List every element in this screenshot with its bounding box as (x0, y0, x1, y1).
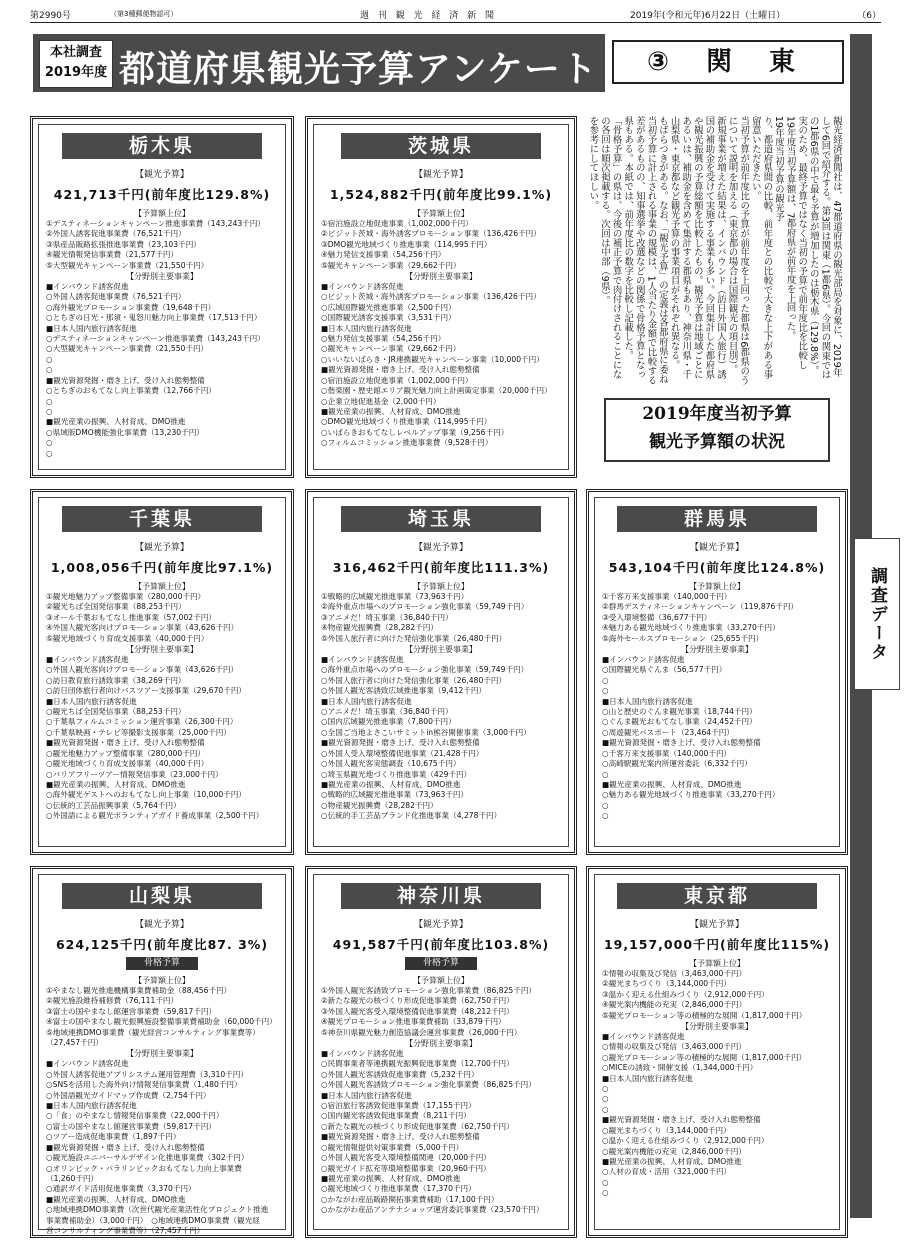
intro-column: 新規事業が増えた結果は、インバウンド（訪日外国人旅行）誘 (715, 116, 726, 379)
top-items-label: 【予算額上位】 (689, 959, 745, 968)
field-item: ■観光資源発掘・磨き上げ、受け入れ態勢整備 (321, 738, 480, 748)
field-item: ○訪日団体旅行者向けバスツアー支援事業（29,670千円） (46, 686, 247, 696)
field-item: ■インバウンド誘客促進 (46, 655, 129, 665)
summary-line-1: 2019年度当初予算 (642, 404, 792, 424)
field-item: ○ (602, 800, 609, 810)
field-item: ○観光まちづくり（3,144,000千円） (602, 1125, 731, 1135)
field-items-label: 【分野別主要事業】 (405, 272, 477, 282)
field-item: ○観光地域づくり推進事業費（17,370千円） (321, 1184, 476, 1194)
summary-line-2: 観光予算額の状況 (649, 432, 785, 452)
top-item: ④外国人観光客向けプロモーション事業（43,626千円） (46, 623, 239, 633)
field-item: ○SNSを活用した海外向け情報発信事業費（1,480千円） (46, 1080, 242, 1090)
budget-label: 【観光予算】 (413, 920, 468, 930)
top-item: ②観光ちば全国発信事業（88,253千円） (46, 602, 186, 612)
budget-amount: 543,104千円(前年度比124.8%) (608, 560, 826, 575)
issue-number: 第2990号 (30, 11, 71, 21)
field-items-label: 【分野別主要事業】 (126, 645, 198, 655)
top-item: ④富士の国やまなし観光振興施設整備事業費補助金（60,000千円） (46, 1017, 277, 1027)
field-item: ○デスティネーションキャンペーン推進事業費（143,243千円） (46, 334, 265, 344)
prefecture-box (30, 866, 294, 1238)
field-item: ○物産観光振興費（28,282千円） (321, 800, 438, 810)
field-item: ■日本人国内旅行誘客促進 (602, 1073, 693, 1083)
top-item: ④観光情報発信事業費（21,577千円） (46, 250, 179, 260)
field-item: ■観光資源発掘・磨き上げ、受け入れ態勢整備 (321, 365, 480, 375)
top-items-label: 【予算額上位】 (689, 582, 745, 591)
field-item: ○魅力ある観光地域づくり推進事業（33,270千円） (602, 790, 780, 800)
skeleton-budget-badge: 骨格予算 (126, 957, 198, 970)
field-item: ■日本人国内旅行誘客促進 (321, 696, 412, 706)
field-item: ■観光産業の振興、人材育成、DMO推進 (46, 1194, 186, 1204)
top-item: ②新たな観光の核づくり形成促進事業費（62,750千円） (321, 996, 514, 1006)
prefecture-box (305, 116, 577, 478)
field-item: ○人材の育成・活用（321,000千円） (602, 1167, 732, 1177)
field-item: ■日本人国内旅行誘客促進 (321, 323, 412, 333)
field-items-label: 【分野別主要事業】 (681, 645, 753, 655)
field-item: ○外国人誘客促進事業費（76,521千円） (46, 292, 186, 302)
field-item: ○宿泊旅行客誘致促進事業費（17,155千円） (321, 1101, 476, 1111)
field-item: ○戦略的広域観光推進事業（73,963千円） (321, 790, 469, 800)
top-item: ⑤観光地域づくり育成支援事業（40,000千円） (46, 633, 209, 643)
prefecture-box (30, 489, 294, 855)
summary-box (604, 398, 830, 462)
top-item: ①外国人観光客誘致プロモーション強化事業費（86,825千円） (321, 986, 537, 995)
top-item: ①観光地魅力アップ整備事業（280,000千円） (46, 592, 206, 601)
top-item: ①情報の収集及び発信（3,463,000千円） (602, 969, 747, 978)
field-item: ○ (602, 675, 609, 685)
top-item: ⑤神奈川県観光魅力創造協議会運営事業費（26,000千円） (321, 1027, 522, 1037)
top-item: ③DMO観光地域づくり推進事業（114,995千円） (321, 239, 492, 249)
field-item: ○国際観光県ぐんま（56,577千円） (602, 665, 727, 675)
field-item: ■観光資源発掘・磨き上げ、受け入れ態勢整備 (602, 738, 761, 748)
budget-label: 【観光予算】 (413, 543, 468, 553)
prefecture-box (305, 866, 577, 1238)
field-item: ■インバウンド誘客促進 (46, 282, 129, 292)
top-item: ①千客万来支援事業（140,000千円） (602, 592, 732, 601)
field-item: ■インバウンド誘客促進 (321, 655, 404, 665)
field-item: ○国内広域観光推進事業（7,800千円） (321, 717, 456, 727)
field-item: ○千葉県フィルムコミッション運営事業（26,300千円） (46, 717, 238, 727)
field-item: ○外国人観光客誘致促進事業費（5,232千円） (321, 1069, 479, 1079)
field-item: ■日本人国内旅行誘客促進 (46, 696, 137, 706)
field-items-label: 【分野別主要事業】 (126, 272, 198, 282)
prefecture-box (30, 116, 294, 478)
field-items-label: 【分野別主要事業】 (405, 1039, 477, 1049)
field-item: ○ (46, 438, 53, 448)
field-item: 営コンサルティング事業費等）（27,457千円） (46, 1225, 205, 1235)
prefecture-inner (313, 874, 569, 1230)
budget-label: 【観光予算】 (134, 920, 189, 930)
field-item: ■観光産業の振興、人材育成、DMO推進 (46, 417, 186, 427)
field-item: ■観光資源発掘・磨き上げ、受け入れ態勢整備 (46, 1142, 205, 1152)
top-item: ②ビジット茨城・海外誘客プロモーション事業（136,426千円） (321, 229, 541, 239)
field-item: ○ビジット茨城・海外誘客プロモーション事業（136,426千円） (321, 292, 541, 302)
budget-amount: 1,524,882千円(前年度比99.1%) (329, 187, 553, 202)
intro-column: について説明を加える（東京都の場合は国際観光の項目別）。 (726, 116, 738, 375)
field-item: ○観光ガイド拡充等環境整備事業（20,960千円） (321, 1163, 491, 1173)
intro-column: 19年度当初予算の観光予 (773, 116, 784, 222)
budget-amount: 1,008,056千円(前年度比97.1%) (50, 560, 274, 575)
field-item: ○外国人観光客向けプロモーション事業（43,626千円） (46, 665, 239, 675)
field-item: ○ (602, 1104, 609, 1114)
field-item: ■観光資源発掘・磨き上げ、受け入れ態勢整備 (46, 738, 205, 748)
field-item: ○ (602, 1177, 609, 1187)
top-items-label: 【予算額上位】 (134, 976, 190, 985)
budget-amount: 624,125千円(前年度比87. 3%) (55, 937, 269, 952)
field-item: ○外国人受入環境整備促進事業（21,428千円） (321, 748, 484, 758)
top-item: ③アニメだ！埼玉事業（36,840千円） (321, 612, 453, 622)
intro-column: あるいは、補助金を含めて集計する都県もあり、神奈川県・千 (680, 116, 692, 379)
prefecture-box (586, 489, 848, 855)
field-item: ○国際観光誘客支援事業（3,531千円） (321, 313, 456, 323)
field-item: ○伝統的工芸品振興事業（5,764千円） (46, 800, 181, 810)
budget-label: 【観光予算】 (689, 543, 744, 553)
field-item: ○宿泊施設立地促進事業（1,002,000千円） (321, 375, 473, 385)
top-item: ②海外重点市場へのプロモーション強化事業（59,749千円） (321, 602, 529, 612)
field-item: ■観光産業の振興、人材育成、DMO推進 (321, 1173, 461, 1183)
field-items-label: 【分野別主要事業】 (405, 645, 477, 655)
top-item: ②外国人誘客促進事業費（76,521千円） (46, 229, 186, 239)
field-item: ○周遊観光パスポート（23,464千円） (602, 727, 734, 737)
field-item: ■観光産業の振興、人材育成、DMO推進 (602, 779, 742, 789)
top-items-label: 【予算額上位】 (134, 209, 190, 218)
field-item: ○国内観光客誘致促進事業費（8,211千円） (321, 1111, 471, 1121)
field-item: ○オリンピック・パラリンピックおもてなし力向上事業費 (46, 1163, 242, 1173)
field-item: ○ (46, 396, 53, 406)
field-item: ○フィルムコミッション推進事業費（9,528千円） (321, 438, 493, 448)
field-item: ○通訳ガイド活用促進事業費（3,370千円） (46, 1184, 196, 1194)
field-item: ○アニメだ！埼玉事業（36,840千円） (321, 707, 453, 717)
top-item: ③富士の国やまなし館運営事業費（59,817千円） (46, 1006, 217, 1016)
field-item: ○ (602, 686, 609, 696)
intro-column: り、都道府県間の比較、前年度との比較で大きな上下がある事 (761, 116, 773, 379)
field-item: ■日本人国内旅行誘客促進 (46, 323, 137, 333)
field-item: ○観光案内機能の充実（2,846,000千円） (602, 1146, 746, 1156)
field-item: ■観光資源発掘・磨き上げ、受け入れ態勢整備 (321, 1132, 480, 1142)
budget-amount: 421,713千円(前年度比129.8%) (53, 187, 271, 202)
field-item: ■観光産業の振興、人材育成、DMO推進 (321, 406, 461, 416)
field-item: ○観光地域づくり育成支援事業（40,000千円） (46, 759, 209, 769)
badge-line-2: 2019年度 (44, 65, 108, 80)
field-item: ○地域連携DMO事業費（次世代観光産業活性化プロジェクト推進 (46, 1205, 269, 1215)
prefecture-inner (38, 124, 286, 470)
survey-badge (39, 40, 113, 88)
prefecture-inner (313, 497, 569, 847)
prefecture-name: 東京都 (617, 883, 817, 909)
field-item: ○外国人旅行者に向けた発信強化事業（26,480千円） (321, 675, 507, 685)
prefecture-name: 埼玉県 (341, 506, 541, 532)
intro-column: もばらつきがある。なお、「観光予算」の定義は各都府県に委ね (657, 116, 668, 384)
field-item: ○ (602, 1094, 609, 1104)
top-item: ③外国人観光客受入環境整備促進事業費（48,212千円） (321, 1006, 514, 1016)
prefecture-name: 神奈川県 (341, 883, 541, 909)
prefecture-name: 栃木県 (62, 133, 262, 159)
field-item: ○観光地魅力アップ整備事業（280,000千円） (46, 748, 205, 758)
top-item: ④観光プロモーション推進事業費補助（33,879千円） (321, 1017, 506, 1027)
field-item: ○外国語観光ガイドマップ作成費（2,754千円） (46, 1090, 211, 1100)
intro-column: 山梨県・東京都など観光予算の事業項目がそれぞれ異なる。 (668, 116, 680, 370)
prefecture-inner (594, 497, 840, 847)
field-item: ○MICEの誘致・開催支援（1,344,000千円） (602, 1063, 758, 1073)
field-item: ○民間事業者等連携観光振興促進事業費（12,700千円） (321, 1059, 514, 1069)
intro-column: 当初予算に計上される事業の規模は、1人当たり金額で比較する (645, 116, 657, 385)
intro-column: の各回は順次掲載する。次回は中部（9県）。 (599, 116, 610, 306)
field-item: ○外国人観光客実態調査（10,675千円） (321, 759, 461, 769)
field-item: ○外国人観光客誘致広域推進事業（9,412千円） (321, 686, 487, 696)
field-item: ○千葉県映画・テレビ等撮影支援事業（25,000千円） (46, 727, 231, 737)
field-item: ○山と歴史のぐんま観光事業（18,744千円） (602, 707, 757, 717)
field-item: （1,260千円） (46, 1173, 99, 1183)
skeleton-budget-badge: 骨格予算 (405, 957, 477, 970)
top-item: ⑤観光キャンペーン事業（29,662千円） (321, 260, 461, 270)
field-item: ○ (46, 354, 53, 364)
budget-label: 【観光予算】 (689, 920, 744, 930)
intro-column: 留意いただきたい。 (749, 116, 761, 201)
field-item: ○富士の国やまなし館運営事業費（59,817千円） (46, 1121, 216, 1131)
field-item: ○外国語による観光ボランティアガイド養成事業（2,500千円） (46, 811, 264, 821)
prefecture-name: 山梨県 (62, 883, 262, 909)
field-item: ○ (602, 811, 609, 821)
top-item: ②群馬デスティネーションキャンペーン（119,876千円） (602, 602, 799, 612)
field-item: ■インバウンド誘客促進 (46, 1059, 129, 1069)
budget-label: 【観光予算】 (134, 170, 189, 180)
top-item: ④観光案内機能の充実（2,846,000千円） (602, 1000, 747, 1010)
top-item: ①デスティネーションキャンペーン推進事業費（143,243千円） (46, 219, 265, 228)
page-header (30, 6, 881, 23)
top-item: ③県産品販路拡張推進事業費（23,103千円） (46, 239, 201, 249)
field-item: ○魅力発信支援事業（54,256千円） (321, 334, 446, 344)
intro-column: 県もある。本紙では、前年度比の数字を比較し記載した。 (622, 116, 634, 361)
field-item: ■観光産業の振興、人材育成、DMO推進 (602, 1156, 742, 1166)
top-item: ⑤海外セールスプロモーション（25,655千円） (602, 633, 764, 643)
prefecture-box (305, 489, 577, 855)
prefecture-inner (38, 497, 286, 847)
field-item: ■インバウンド誘客促進 (321, 282, 404, 292)
field-item: ■観光産業の振興、人材育成、DMO推進 (46, 779, 186, 789)
field-items-label: 【分野別主要事業】 (126, 1049, 198, 1059)
field-item: ○外国人誘客促進アプリシステム運用管理費（3,310千円） (46, 1069, 248, 1079)
top-item: ③オール千葉おもてなし推進事業（57,002千円） (46, 612, 216, 622)
prefecture-inner (313, 124, 569, 470)
top-item: ⑤外国人旅行者に向けた発信強化事業（26,480千円） (321, 633, 507, 643)
region-label: ③ 関 東 (612, 40, 844, 84)
prefecture-name: 群馬県 (617, 506, 817, 532)
field-item: ○観光施設ユニバーサルデザイン化推進事業費（302千円） (46, 1153, 249, 1163)
field-item: ○偕楽園・歴史館エリア観光魅力向上計画策定事業（20,000千円） (321, 386, 552, 396)
page-number: （6） (857, 11, 881, 21)
field-item: ○DMO観光地域づくり推進事業（114,995千円） (321, 417, 492, 427)
field-item: ○外国人観光客誘致プロモーション強化事業費（86,825千円） (321, 1080, 536, 1090)
field-item: ■日本人国内旅行誘客促進 (46, 1101, 137, 1111)
field-item: ○バリアフリーツアー情報発信事業（23,000千円） (46, 769, 223, 779)
intro-column: 実のため、最終予算ではなく当初の予算で前年度比を比較し (796, 116, 808, 370)
field-item: ○県域版DMO機能強化事業費（13,230千円） (46, 427, 204, 437)
top-item: ③温かく迎える仕組みづくり（2,912,000千円） (602, 989, 769, 999)
field-item: ■日本人国内旅行誘客促進 (321, 1090, 412, 1100)
field-item: ■インバウンド誘客促進 (602, 655, 685, 665)
field-item: ■観光資源発掘・磨き上げ、受け入れ態勢整備 (602, 1115, 761, 1125)
top-item: ④魅力ある観光地域づくり推進事業（33,270千円） (602, 623, 780, 633)
intro-column: 国の補助金を受けて実施する事業も多い。今回集計した都府県 (703, 116, 715, 379)
budget-amount: 19,157,000千円(前年度比115%) (603, 937, 831, 952)
field-item: ○ (602, 1084, 609, 1094)
top-item: ⑤地域連携DMO事業費（観光経営コンサルティング事業費等） (46, 1027, 260, 1037)
field-item: ○ (46, 448, 53, 458)
field-item: ○ツアー造成促進事業費（1,897千円） (46, 1132, 181, 1142)
field-item: ■日本人国内旅行誘客促進 (602, 696, 693, 706)
top-item: （27,457千円） (46, 1038, 103, 1048)
prefecture-name: 茨城県 (341, 133, 541, 159)
top-item: ③受入環境整備（36,677千円） (602, 612, 712, 622)
intro-column: 観光経済新聞社は、47都道府県の観光部局を対象に、2019年 (831, 116, 842, 378)
intro-column: 当初予算が前年度比の予算が前年度を上回った都県は6都県のう (738, 116, 750, 385)
top-item: ⑤大型観光キャンペーン事業費（21,550千円） (46, 260, 209, 270)
budget-amount: 491,587千円(前年度比103.8%) (332, 937, 550, 952)
intro-column: 差があるものの、知事選挙や改選などの関係で骨格予算となっ (633, 116, 645, 379)
top-item: ①戦略的広域観光推進事業（73,963千円） (321, 592, 469, 601)
field-item: ○海外観光プロモーション事業費（19,648千円） (46, 302, 216, 312)
newspaper-name: 週 刊 観 光 経 済 新 聞 (360, 11, 498, 21)
field-item: ○埼玉県観光地づくり推進事業（429千円） (321, 769, 472, 779)
field-item: ○ (46, 406, 53, 416)
top-items-label: 【予算額上位】 (413, 582, 469, 591)
top-item: ④物産観光振興費（28,282千円） (321, 623, 438, 633)
banner-title: 都道府県観光予算アンケート (119, 49, 598, 90)
field-item: ○高崎駅観光案内所運営委託（6,332千円） (602, 759, 752, 769)
field-item: ○海外観光ゲストへのおもてなし向上事業（10,000千円） (46, 790, 246, 800)
field-item: ○千客万来支援事業（140,000千円） (602, 748, 732, 758)
field-item: ○大型観光キャンペーン事業費（21,550千円） (46, 344, 209, 354)
field-item: ○ぐんま観光おもてなし事業（24,452千円） (602, 717, 757, 727)
field-item: ■観光産業の振興、人材育成、DMO推進 (321, 779, 461, 789)
field-item: ○訪日教育旅行誘致事業（38,269千円） (46, 675, 186, 685)
intro-column: や観光振興の予算総額を比較したもの。観光予算は地域ごとに (691, 116, 703, 379)
field-item: ○ (46, 365, 53, 375)
prefecture-box (586, 866, 848, 1238)
field-item: ○観光情報提供対策事業費（5,000千円） (321, 1142, 464, 1152)
field-item: ○新たな観光の核づくり形成促進事業費（62,750千円） (321, 1121, 514, 1131)
budget-label: 【観光予算】 (413, 170, 468, 180)
field-item: ○とちぎの日光・那須・鬼怒川魅力向上事業費（17,513千円） (46, 313, 262, 323)
field-item: 事業費補助金）（3,000千円） ○地域連携DMO事業費（観光経 (46, 1215, 260, 1225)
budget-amount: 316,462千円(前年度比111.3%) (332, 560, 550, 575)
field-item: ○いばらきおもてなしレベルアップ事業（9,256千円） (321, 427, 509, 437)
top-item: ④魅力発信支援事業（54,256千円） (321, 250, 446, 260)
prefecture-inner (38, 874, 286, 1235)
title-banner (33, 34, 605, 92)
field-item: ■インバウンド誘客促進 (321, 1049, 404, 1059)
intro-column: の1都6県の中で最も予算が増加したのは栃木県（129.8%）。 (807, 116, 819, 375)
prefecture-name: 千葉県 (62, 506, 262, 532)
field-item: ○観光ちば全国発信事業（88,253千円） (46, 707, 186, 717)
field-item: ○とちぎのおもてなし向上事業費（12,766千円） (46, 386, 216, 396)
intro-column: を参考にしてほしい。 (587, 116, 599, 210)
field-item: ○情報の収集及び発信（3,463,000千円） (602, 1042, 746, 1052)
field-items-label: 【分野別主要事業】 (681, 1022, 753, 1032)
intro-column: 「骨格予算」の県は、今後の補正予算で肉付けされることにな (610, 116, 622, 379)
top-items-label: 【予算額上位】 (413, 976, 469, 985)
badge-line-1: 本社調査 (49, 45, 102, 60)
top-item: ②観光まちづくり（3,144,000千円） (602, 979, 731, 989)
field-item: ○かながわ産品販路開拓事業費補助（17,100千円） (321, 1194, 499, 1204)
prefecture-inner (594, 874, 840, 1230)
top-item: ①やまなし観光推進機構事業費補助金（88,456千円） (46, 986, 232, 995)
field-item: ○観光プロモーション等の積極的な展開（1,817,000千円） (602, 1052, 807, 1062)
mail-permit: （第3種郵便物認可） (110, 10, 178, 18)
top-item: ⑤観光プロモーション等の積極的な展開（1,817,000千円） (602, 1010, 807, 1020)
field-item: ○いいないばらき・JR連携観光キャンペーン事業（10,000千円） (321, 354, 544, 364)
field-item: ○広域国際観光推進事業（2,500千円） (321, 302, 456, 312)
field-item: ○伝統的手工芸品ブランド化推進事業（4,278千円） (321, 811, 502, 821)
field-item: ○かながわ産品アンテナショップ運営委託事業費（23,570千円） (321, 1205, 544, 1215)
top-item: ①宿泊施設立地促進事業（1,002,000千円） (321, 219, 473, 228)
intro-column: して6回で紹介する。第3回は関東（1都6県）。今回の関東では (819, 116, 831, 380)
field-item: ○観光キャンペーン事業（29,662千円） (321, 344, 461, 354)
section-tag: 調査データ (854, 538, 900, 690)
field-item: ○「食」のやまなし情報発信事業費（22,000千円） (46, 1111, 224, 1121)
issue-date: 2019年(令和元年)6月22日（土曜日） (630, 11, 786, 21)
field-item: ○ (602, 1188, 609, 1198)
field-item: ○海外重点市場へのプロモーション強化事業（59,749千円） (321, 665, 529, 675)
field-item: ■インバウンド誘客促進 (602, 1032, 685, 1042)
field-item: ○ (602, 769, 609, 779)
field-item: ○温かく迎える仕組みづくり（2,912,000千円） (602, 1136, 769, 1146)
field-item: ○外国人観光客受入環境整備関連（20,000千円） (321, 1153, 491, 1163)
intro-column: 19年度当初予算額は、7都府県が前年度を上回った。 (784, 116, 796, 341)
top-item: ②観光施設維持補修費（76,111千円） (46, 996, 179, 1006)
field-item: ■観光資源発掘・磨き上げ、受け入れ態勢整備 (46, 375, 205, 385)
budget-label: 【観光予算】 (134, 543, 189, 553)
field-item: ○企業立地促進基金（2,000千円） (321, 396, 441, 406)
top-items-label: 【予算額上位】 (134, 582, 190, 591)
top-items-label: 【予算額上位】 (413, 209, 469, 218)
field-item: ○全国ご当地よさこいサミットin熊谷開催事業（3,000千円） (321, 727, 531, 737)
